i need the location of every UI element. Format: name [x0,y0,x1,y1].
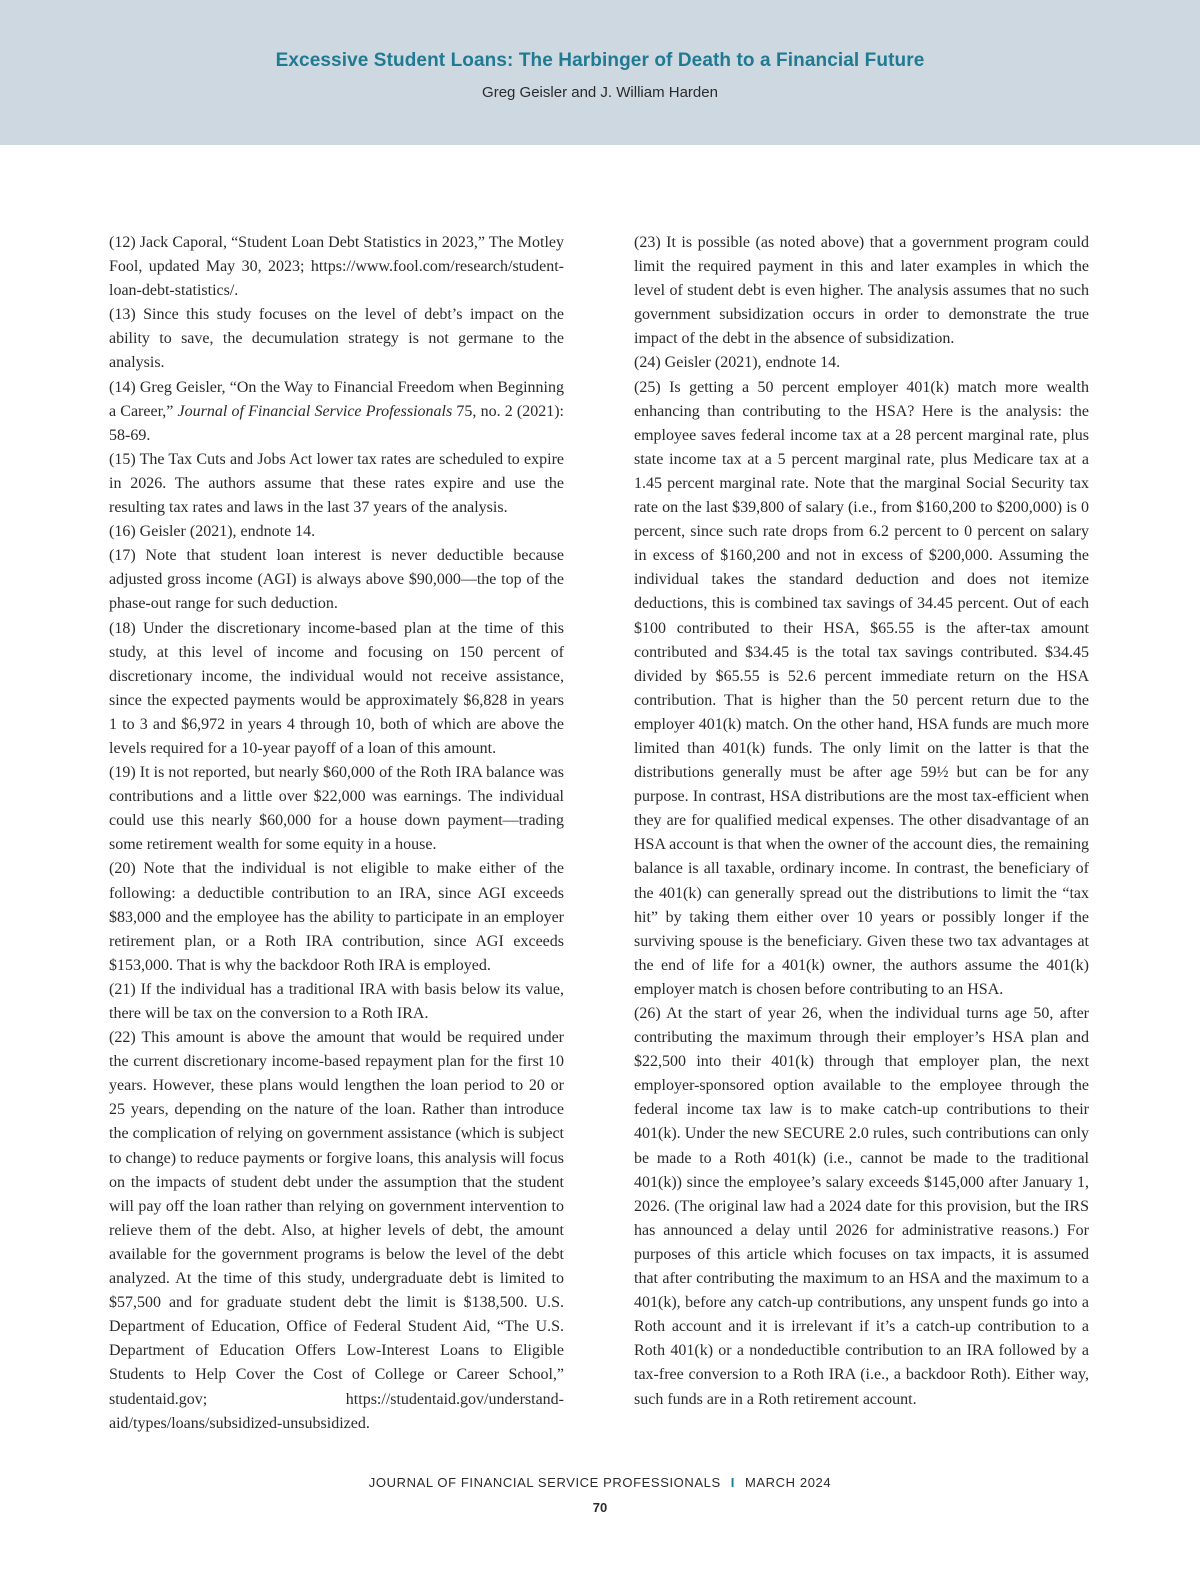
article-authors: Greg Geisler and J. William Harden [482,84,718,101]
footer-journal: JOURNAL OF FINANCIAL SERVICE PROFESSIONALS [368,1475,721,1490]
endnote-19: (19) It is not reported, but nearly $60,000 of the Roth IRA balance was contributions and a little over $22,000 was earnings. The individual could use this nearly $60,000 for a house down payment—trading some retirement wealth for some equity in a house. [109,764,564,854]
page-footer [0,1475,1200,1490]
endnote-24: (24) Geisler (2021), endnote 14. [634,354,841,372]
endnote-16: (16) Geisler (2021), endnote 14. [109,523,316,541]
endnote-14-citation: 75, no. 2 (2021): 58-69. [109,402,564,444]
endnote-23: (23) It is possible (as noted above) that a government program could limit the required payment in this and later examples in which the level of student debt is even higher. The analysis assumes that no such government subsidization occurs in order to demonstrate the true impact of the debt in the absence of subsidization. [634,234,1089,348]
article-title: Excessive Student Loans: The Harbinger of Death to a Financial Future [275,50,925,71]
endnote-25: (25) Is getting a 50 percent employer 401(k) match more wealth enhancing than contributing to the HSA? Here is the analysis: the employee saves federal income tax at a 28 percent marginal rate, plus state income tax at a 5 percent marginal rate, plus Medicare tax at a 1.45 percent marginal rate. Note that the marginal Social Security tax rate on the last $39,800 of salary (i.e., from $160,200 to $200,000) is 0 percent, since such rate drops from 6.2 percent to 0 percent on salary in excess of $160,200 and not in excess of $200,000. Assuming the individual takes the standard deduction and does not itemize deductions, this is combined tax savings of 34.45 percent. Out of each $100 contributed to their HSA, $65.55 is the after-tax amount contributed and $34.45 is the total tax savings contributed. $34.45 divided by $65.55 is 52.6 percent immediate return on the HSA contribution. That is higher than the 50 percent return due to the employer 401(k) match. On the other hand, HSA funds are much more limited than 401(k) funds. The only limit on the latter is that the distributions generally must be after age 59½ but can be for any purpose. In contrast, HSA distributions are the most tax-efficient when they are for qualified medical expenses. The other disadvantage of an HSA account is that when the owner of the account dies, the remaining balance is all taxable, ordinary income. In contrast, the beneficiary of the 401(k) can generally spread out the distributions to limit the “tax hit” by taking them either over 10 years or possibly longer if the surviving spouse is the beneficiary. Given these two tax advantages at the end of life for a 401(k) owner, the authors assume the 401(k) employer match is chosen before contributing to an HSA. [634,378,1089,998]
endnote-15: (15) The Tax Cuts and Jobs Act lower tax rates are scheduled to expire in 2026. The authors assume that these rates expire and use the resulting tax rates and laws in the last 37 years of the analysis. [109,450,564,517]
endnote-20: (20) Note that the individual is not eligible to make either of the following: a deductible contribution to an IRA, since AGI exceeds $83,000 and the employee has the ability to participate in an employer retirement plan, or a Roth IRA contribution, since AGI exceeds $153,000. That is why the backdoor Roth IRA is employed. [109,860,564,974]
endnote-12: (12) Jack Caporal, “Student Loan Debt Statistics in 2023,” The Motley Fool, updated May 30, 2023; https://www.fool.com/research/student-loan-debt-statistics/. [109,234,564,300]
endnote-26: (26) At the start of year 26, when the individual turns age 50, after contributing the maximum through their employer’s HSA plan and $22,500 into their 401(k) through that employer plan, the next employer-sponsored option available to the employee through the federal income tax law is to make catch-up contributions to their 401(k). Under the new SECURE 2.0 rules, such contributions can only be made to a Roth 401(k) (i.e., cannot be made to the traditional 401(k)) since the employee’s salary exceeds $145,000 after January 1, 2026. (The original law had a 2024 date for this provision, but the IRS has announced a delay until 2026 for administrative reasons.) For purposes of this article which focuses on tax impacts, it is assumed that after contributing the maximum to an HSA and the maximum to a 401(k), before any catch-up contributions, any unspent funds go into a Roth account and it is irrelevant if it’s a catch-up contribution to a Roth 401(k) or a nondeductible contribution to an IRA followed by a tax-free conversion to a Roth IRA (i.e., a backdoor Roth). Either way, such funds are in a Roth retirement account. [634,1005,1089,1408]
endnote-13: (13) Since this study focuses on the level of debt’s impact on the ability to save, the decumulation strategy is not germane to the analysis. [109,306,564,372]
footer-date: MARCH 2024 [744,1475,832,1490]
endnotes-right-column [634,231,1089,1412]
page-header [0,0,1200,145]
endnote-18: (18) Under the discretionary income-based plan at the time of this study, at this level of income and focusing on 150 percent of discretionary income, the individual would not receive assistance, since the expected payments would be approximately $6,828 in years 1 to 3 and $6,972 in years 4 through 10, both of which are above the levels required for a 10-year payoff of a loan of this amount. [109,619,564,757]
endnote-14 [109,376,564,448]
endnote-14-text: (14) Greg Geisler, “On the Way to Financial Freedom when Beginning a Career,” [109,378,564,420]
footer-separator: I [730,1475,735,1490]
endnote-22: (22) This amount is above the amount that would be required under the current discretionary income-based repayment plan for the first 10 years. However, these plans would lengthen the loan period to 20 or 25 years, depending on the nature of the loan. Rather than introduce the complication of relying on government assistance (which is subject to change) to reduce payments or forgive loans, this analysis will focus on the impacts of student debt under the assumption that the student will pay off the loan rather than relying on government intervention to relieve them of the debt. Also, at higher levels of debt, the amount available for the government programs is below the level of the debt analyzed. At the time of this study, undergraduate debt is limited to $57,500 and for graduate student debt the limit is $138,500. U.S. Department of Education, Office of Federal Student Aid, “The U.S. Department of Education Offers Low-Interest Loans to Eligible Students to Help Cover the Cost of College or Career School,” studentaid.gov; https://studentaid.gov/understand-aid/types/loans/subsidized-unsubsidized. [109,1029,564,1432]
endnote-14-journal: Journal of Financial Service Professionals [177,402,453,420]
endnotes-left-column [109,231,564,1436]
endnote-21: (21) If the individual has a traditional IRA with basis below its value, there will be tax on the conversion to a Roth IRA. [109,980,564,1022]
page-number: 70 [592,1500,608,1515]
endnote-17: (17) Note that student loan interest is never deductible because adjusted gross income (AGI) is always above $90,000—the top of the phase-out range for such deduction. [109,547,564,613]
